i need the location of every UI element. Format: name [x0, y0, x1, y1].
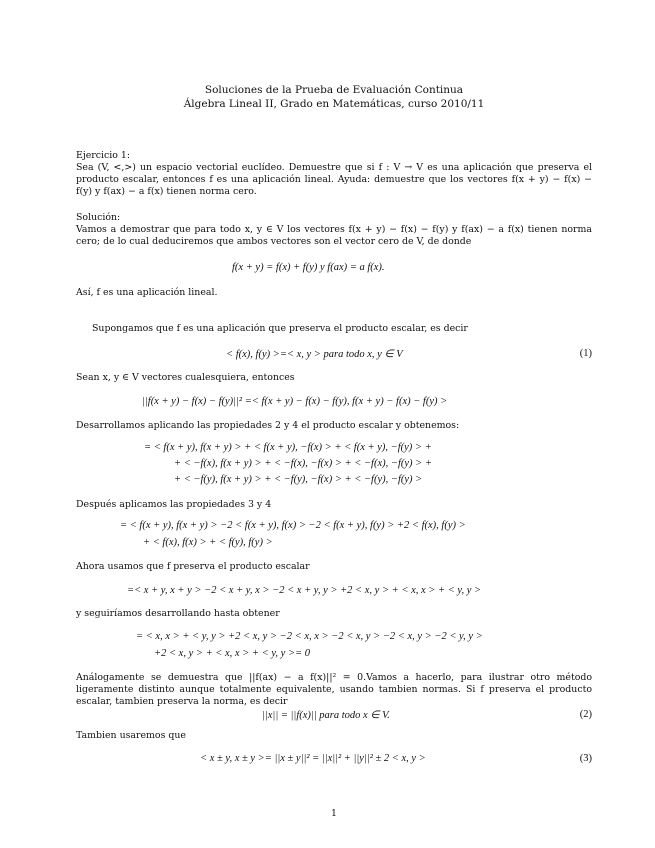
solution-conclusion: Así, f es una aplicación lineal. [76, 287, 218, 298]
equation-expand-line: + < −f(x), f(x + y) > + < −f(x), −f(x) > + < −f(x), −f(y) > + [174, 458, 432, 469]
equation-preserve: =< x + y, x + y > −2 < x + y, x > −2 < x + y, y > +2 < x, y > + < x, x > + < y, y > [127, 585, 482, 596]
paragraph-suppose: Supongamos que f es una aplicación que preserva el producto escalar, es decir [92, 323, 468, 334]
equation-linearity: f(x + y) = f(x) + f(y) y f(ax) = a f(x). [232, 262, 385, 273]
solution-intro: Vamos a demostrar que para todo x, y ∈ V los vectores f(x + y) − f(x) − f(y) y f(ax) − a f(x) tienen norma cero; de lo cual deduciremos que ambos vectores son el vector cero de V, de donde [76, 224, 592, 247]
equation-number-1: (1) [579, 348, 592, 359]
exercise-statement: Sea (V, <,>) un espacio vectorial euclídeo. Demuestre que si f : V → V es una aplicación que preserva el producto escalar, entonces f es una aplicación lineal. Ayuda: demuestre que los vectores f(x + y) − f(x) − f(y) y f(ax) − a f(x) tienen norma cero. [76, 162, 592, 197]
equation-expand-line: + < −f(y), f(x + y) > + < −f(y), −f(x) > + < −f(y), −f(y) > [174, 474, 423, 485]
document-title: Soluciones de la Prueba de Evaluación Continua [204, 84, 464, 96]
paragraph-sean: Sean x, y ∈ V vectores cualesquiera, entonces [76, 372, 295, 383]
equation-norm: ||f(x + y) − f(x) − f(y)||² =< f(x + y) − f(x) − f(y), f(x + y) − f(x) − f(y) > [142, 396, 448, 407]
paragraph-despues: Después aplicamos las propiedades 3 y 4 [76, 499, 272, 510]
page-number: 1 [331, 808, 337, 819]
equation-zero-line: +2 < x, y > + < x, x > + < y, y >= 0 [154, 648, 310, 659]
document-subtitle: Álgebra Lineal II, Grado en Matemáticas, curso 2010/11 [183, 98, 485, 110]
paragraph-tambien: Tambien usaremos que [76, 730, 186, 741]
equation-props-line: + < f(x), f(x) > + < f(y), f(y) > [143, 537, 273, 548]
exercise-heading: Ejercicio 1: [76, 150, 131, 161]
paragraph-desarrollamos: Desarrollamos aplicando las propiedades 2 y 4 el producto escalar y obtenemos: [76, 420, 460, 431]
equation-zero-line: = < x, x > + < y, y > +2 < x, y > −2 < x, x > −2 < x, y > −2 < x, y > −2 < y, y > [136, 631, 483, 642]
equation-expand-line: = < f(x + y), f(x + y) > + < f(x + y), −f(x) > + < f(x + y), −f(y) > + [144, 442, 432, 453]
paragraph-ahora: Ahora usamos que f preserva el producto escalar [76, 561, 310, 572]
paragraph-seguiriamos: y seguiríamos desarrollando hasta obtener [76, 608, 280, 619]
equation-1: < f(x), f(y) >=< x, y > para todo x, y ∈ V [226, 349, 403, 360]
solution-heading: Solución: [76, 212, 121, 223]
equation-props-line: = < f(x + y), f(x + y) > −2 < f(x + y), f(x) > −2 < f(x + y), f(y) > +2 < f(x), f(y) > [120, 520, 466, 531]
paragraph-analogamente: Análogamente se demuestra que ||f(ax) − a f(x)||² = 0.Vamos a hacerlo, para ilustrar otro método ligeramente distinto aunque totalmente equivalente, usando tambien normas. Si f preserva el producto escalar, tambien preserva la norma, es decir [76, 672, 592, 707]
equation-number-2: (2) [579, 709, 592, 720]
equation-number-3: (3) [579, 753, 592, 764]
equation-3: < x ± y, x ± y >= ||x ± y||² = ||x||² + ||y||² ± 2 < x, y > [200, 753, 426, 764]
equation-2: ||x|| = ||f(x)|| para todo x ∈ V. [262, 710, 390, 721]
